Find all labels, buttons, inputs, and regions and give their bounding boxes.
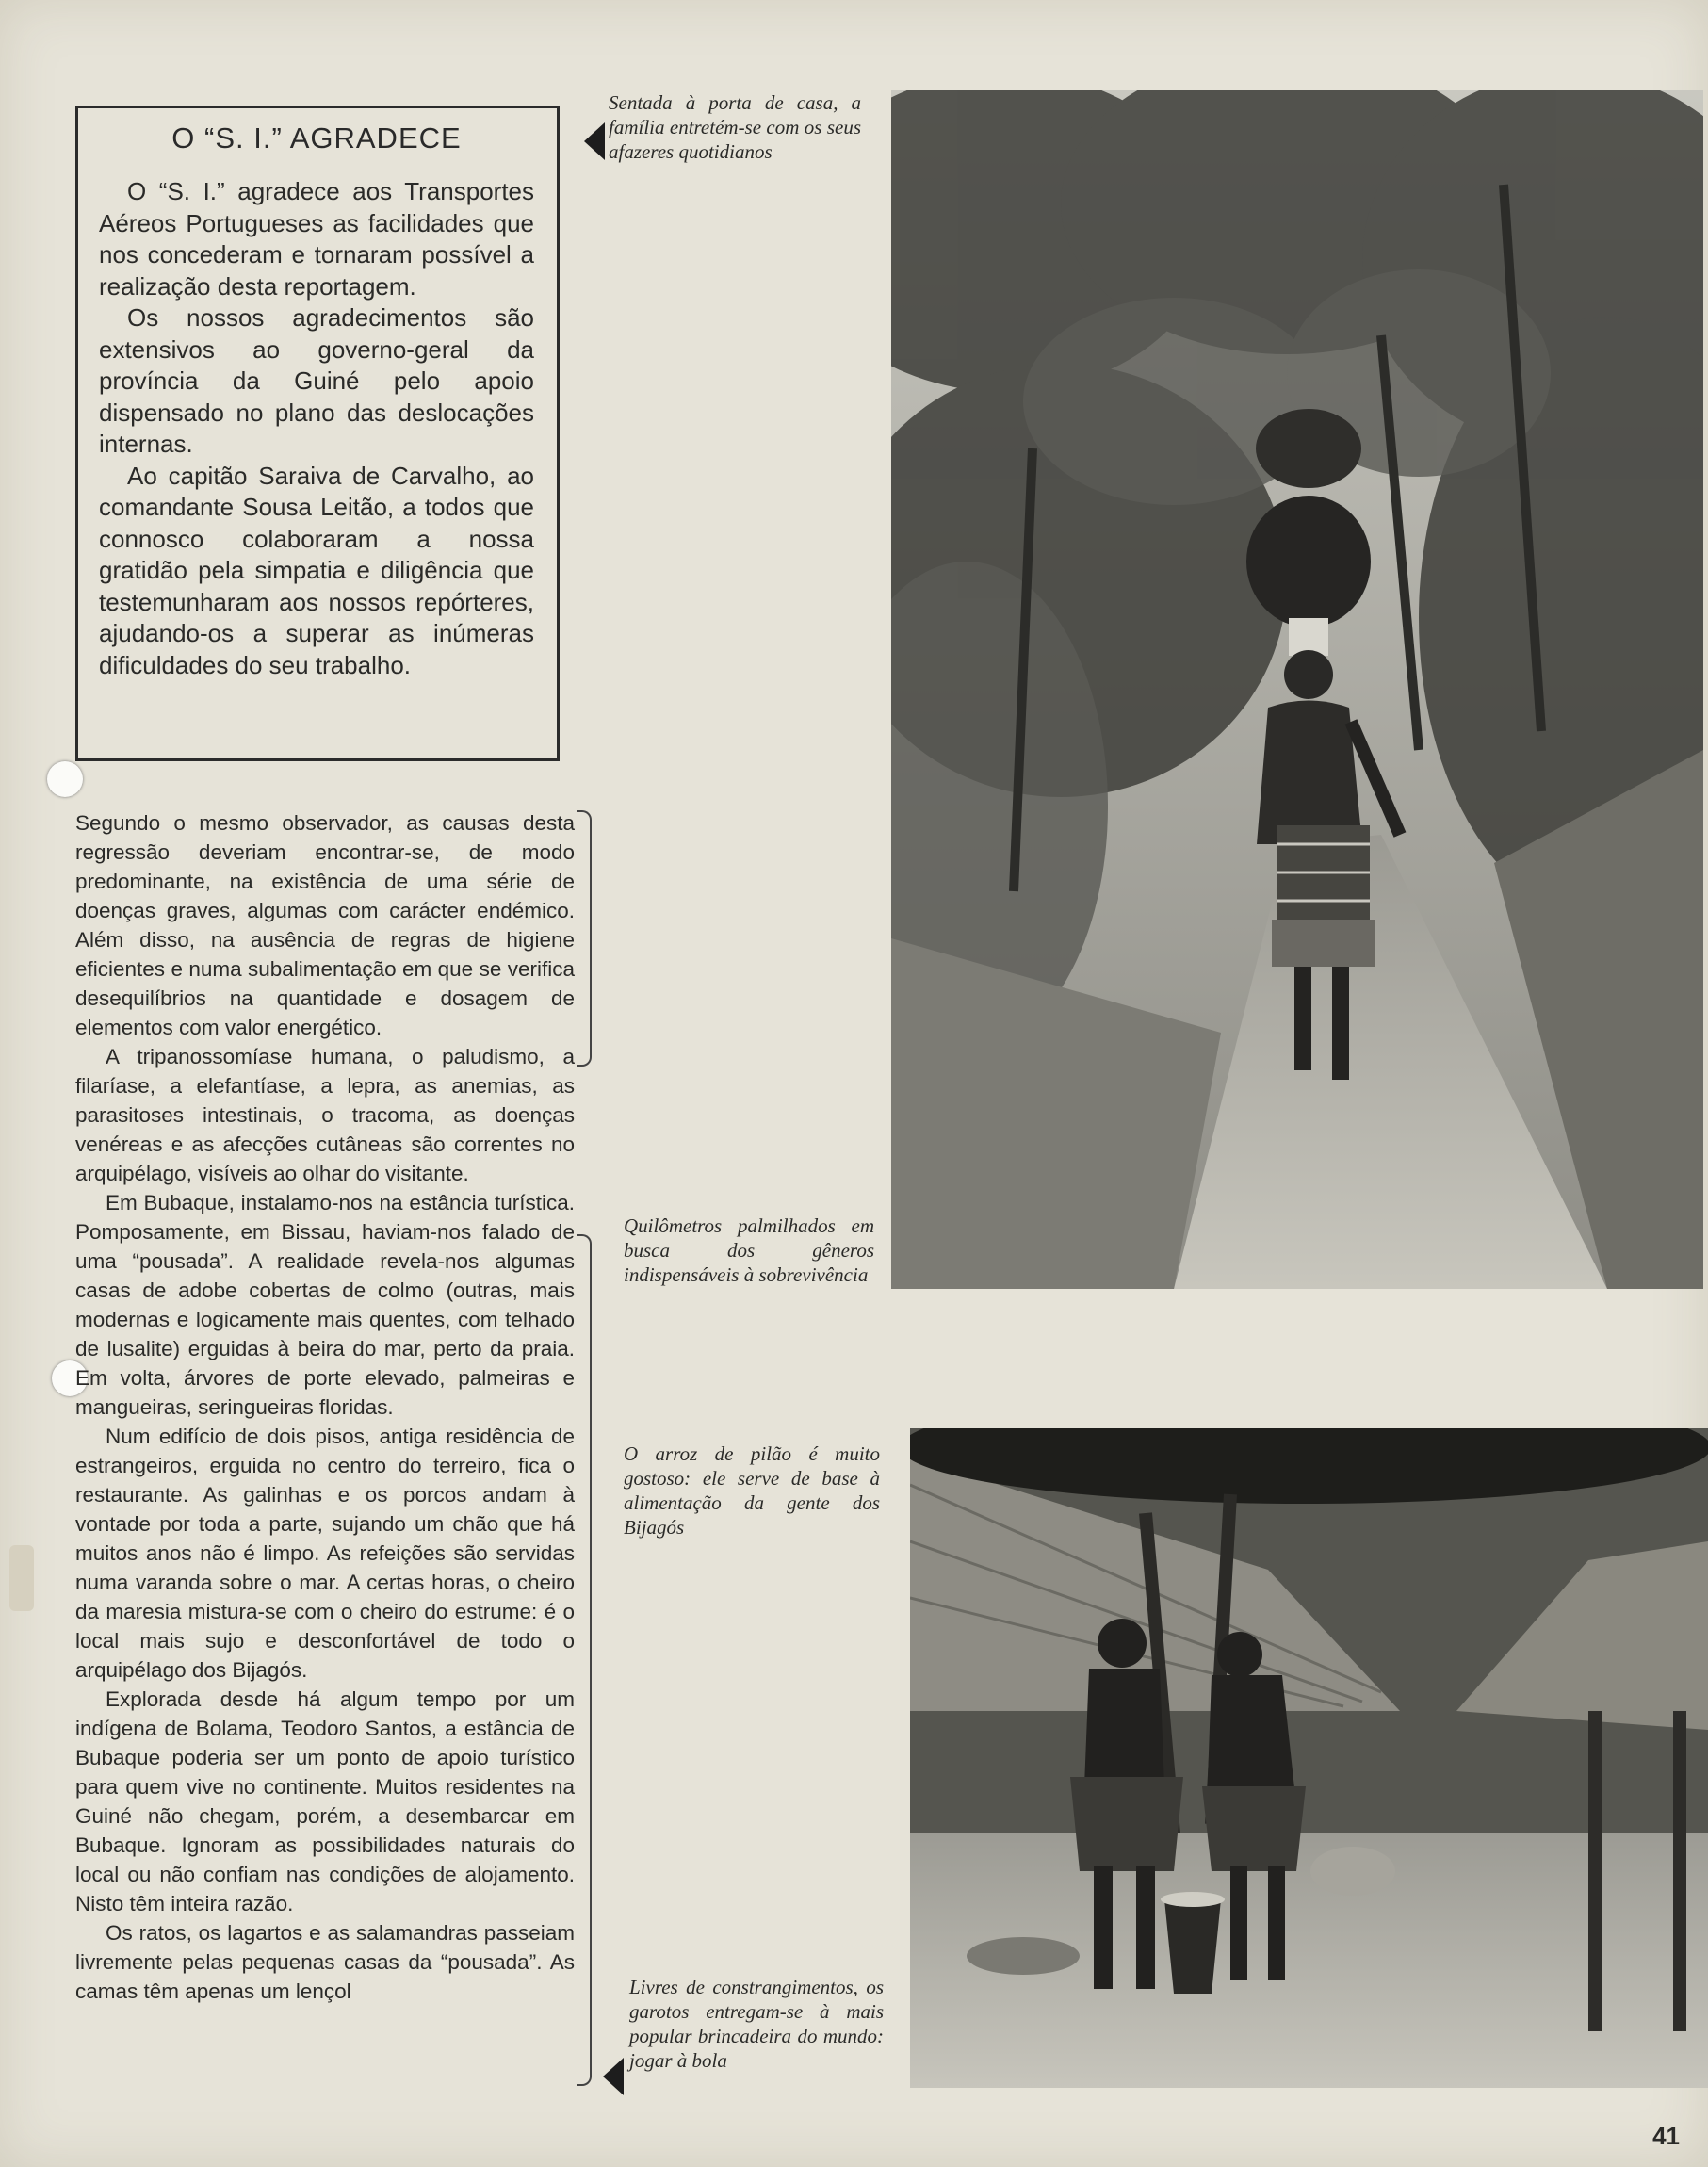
article-paragraph: Em Bubaque, instalamo-nos na estância turística. Pomposamente, em Bissau, haviam-nos falado de uma “pousada”. A realidade revela-nos algumas casas de adobe cobertas de colmo (outras, mais modernas e logicamente mais quentes, com telhado de lusalite) erguidas à beira do mar, perto da praia. Em volta, árvores de porte elevado, palmeiras e mangueiras, seringueiras floridas. [75,1191,575,1419]
torn-edge-mark [9,1545,34,1611]
article-paragraph: Num edifício de dois pisos, antiga residência de estrangeiros, erguida no centro do terreiro, fica o restaurante. As galinhas e os porcos andam à vontade por toda a parte, sujando um chão que há muitos anos não é limpo. As refeições são servidas numa varanda sobre o mar. A certas horas, o cheiro da maresia mistura-se com o cheiro do estrume: é o local mais sujo e desconfortável de todo o arquipélago dos Bijagós. [75,1425,575,1682]
acknowledgement-box [75,106,560,761]
article-paragraph: Os ratos, os lagartos e as salamandras passeiam livremente pelas pequenas casas da “pousada”. As camas têm apenas um lençol [75,1921,575,2003]
photo-rice-illustration [910,1428,1708,2088]
acknowledgement-paragraph: Os nossos agradecimentos são extensivos ao governo-geral da província da Guiné pelo apoio dispensado no plano das deslocações internas. [99,303,534,458]
caption-rice: O arroz de pilão é muito gostoso: ele serve de base à alimentação da gente dos Bijagós [624,1442,880,1539]
page-number: 41 [1652,2122,1680,2150]
acknowledgement-paragraph: Ao capitão Saraiva de Carvalho, ao comandante Sousa Leitão, a todos que connosco colaboraram a nossa gratidão pela simpatia e diligência que testemunharam aos nossos repórteres, ajudando-os a superar as inúmeras dificuldades do seu trabalho. [99,461,534,679]
article-paragraph: Explorada desde há algum tempo por um indígena de Bolama, Teodoro Santos, a estância de Bubaque poderia ser um ponto de apoio turístico para quem vive no continente. Muitos residentes na Guiné não chegam, porém, a desembarcar em Bubaque. Ignoram as possibilidades naturais do local ou não confiam nas condições de alojamento. Nisto têm inteira razão. [75,1687,575,1915]
photo-woman-illustration [891,90,1703,1289]
caption-top: Sentada à porta de casa, a família entretém-se com os seus afazeres quotidianos [609,91,861,163]
margin-bracket-2 [577,1234,592,2086]
binder-hole-top [47,761,83,797]
photo-woman-on-path [891,90,1703,1289]
acknowledgement-paragraph: O “S. I.” agradece aos Transportes Aéreos Portugueses as facilidades que nos concederam e tornaram possível a realização desta reportagem. [99,177,534,301]
margin-bracket-1 [577,810,592,1067]
article-paragraph: Segundo o mesmo observador, as causas desta regressão deveriam encontrar-se, de modo predominante, na existência de uma série de doenças graves, algumas com carácter endémico. Além disso, na ausência de regras de higiene eficientes e numa subalimentação em que se verifica desequilíbrios na quantidade e dosagem de elementos com valor energético. [75,811,575,1039]
caption-middle: Quilômetros palmilhados em busca dos gêneros indispensáveis à sobrevivência [624,1214,874,1286]
article-body [75,808,575,2006]
caption-pointer-top [584,122,605,160]
article-paragraph: A tripanossomíase humana, o paludismo, a filaríase, a elefantíase, a lepra, as anemias, as parasitoses intestinais, o tracoma, as doenças venéreas e as afecções cutâneas são correntes no arquipélago, visíveis ao olhar do visitante. [75,1045,575,1185]
caption-bottom: Livres de constrangimentos, os garotos entregam-se à mais popular brincadeira do mundo: jogar à bola [629,1976,884,2072]
photo-rice-pounding [910,1428,1708,2088]
caption-pointer-bottom [603,2058,624,2095]
acknowledgement-title: O “S. I.” AGRADECE [171,122,462,155]
